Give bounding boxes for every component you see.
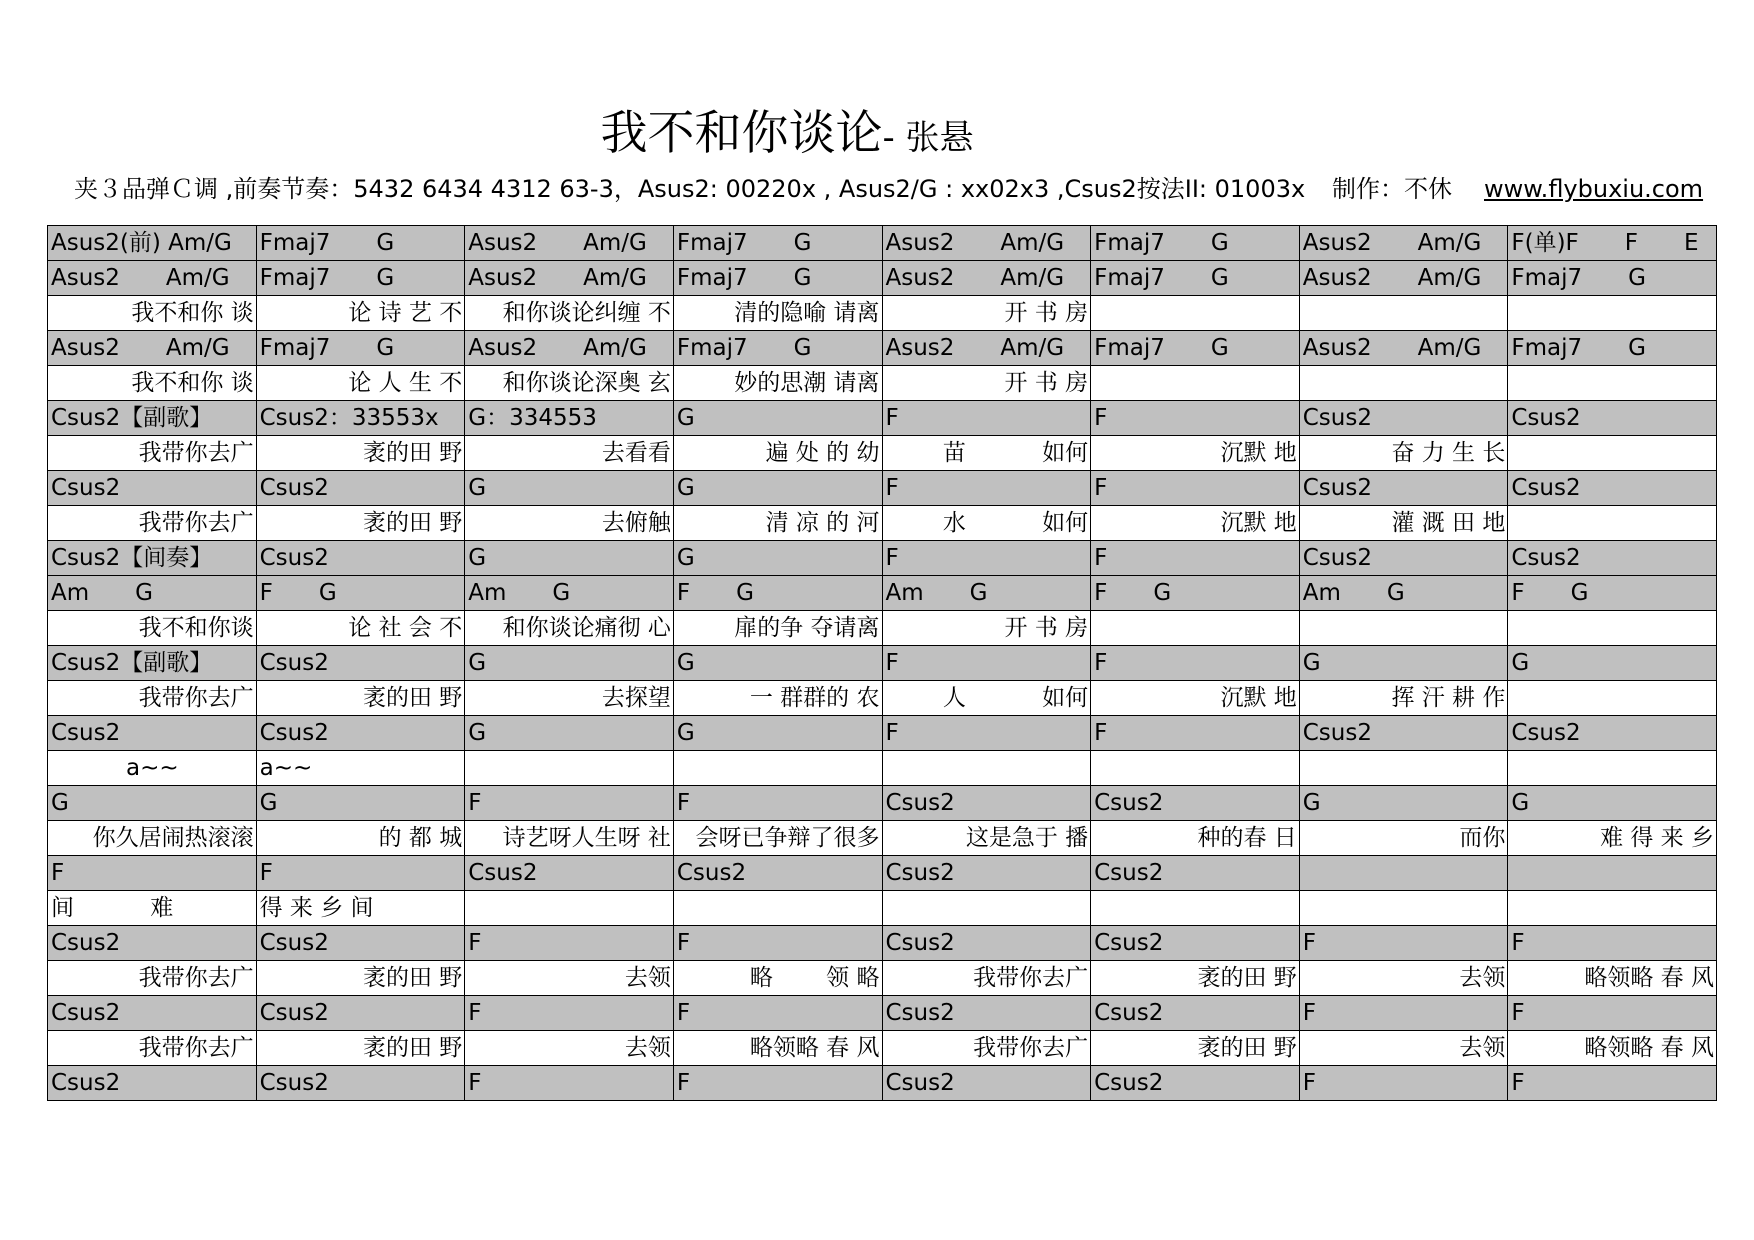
chord-row bbox=[48, 261, 1717, 296]
chord-cell: Csus2 bbox=[465, 856, 674, 891]
chord-cell: Csus2 bbox=[256, 716, 465, 751]
lyric-row bbox=[48, 366, 1717, 401]
chord-cell: Asus2 Am/G bbox=[1299, 226, 1508, 261]
lyric-row bbox=[48, 506, 1717, 541]
chord-cell: Csus2 bbox=[1091, 786, 1300, 821]
lyric-cell: 的 都 城 bbox=[256, 821, 465, 856]
artist-name: - 张悬 bbox=[882, 118, 974, 158]
chord-cell: Csus2 bbox=[882, 856, 1091, 891]
chord-cell: F bbox=[882, 471, 1091, 506]
lyric-cell: 一 群群的 农 bbox=[673, 681, 882, 716]
lyric-row bbox=[48, 961, 1717, 996]
lyric-cell bbox=[882, 751, 1091, 786]
lyric-cell: 沉默 地 bbox=[1091, 681, 1300, 716]
chord-cell: Csus2 bbox=[48, 926, 257, 961]
lyric-row bbox=[48, 611, 1717, 646]
lyric-cell: 略 领 略 bbox=[673, 961, 882, 996]
chord-cell: Am G bbox=[882, 576, 1091, 611]
chord-cell: F bbox=[1091, 541, 1300, 576]
chord-cell: Am G bbox=[465, 576, 674, 611]
chord-row bbox=[48, 926, 1717, 961]
lyric-cell bbox=[1091, 296, 1300, 331]
chord-cell: Fmaj7 G bbox=[673, 331, 882, 366]
chord-row bbox=[48, 401, 1717, 436]
lyric-cell: 沉默 地 bbox=[1091, 436, 1300, 471]
lyric-cell bbox=[1508, 751, 1717, 786]
lyric-cell: 开 书 房 bbox=[882, 296, 1091, 331]
chord-cell: G bbox=[673, 646, 882, 681]
chord-cell: F bbox=[882, 541, 1091, 576]
lyric-cell bbox=[1091, 751, 1300, 786]
chord-cell: Csus2 bbox=[1299, 541, 1508, 576]
lyric-cell bbox=[1299, 366, 1508, 401]
lyric-cell: 清的隐喻 请离 bbox=[673, 296, 882, 331]
lyric-cell: 袤的田 野 bbox=[1091, 961, 1300, 996]
lyric-row bbox=[48, 436, 1717, 471]
chord-cell: Csus2 bbox=[48, 1066, 257, 1101]
chord-cell: Fmaj7 G bbox=[256, 331, 465, 366]
chord-cell: F bbox=[673, 926, 882, 961]
chord-cell: Csus2 bbox=[1508, 471, 1717, 506]
lyric-cell: 种的春 日 bbox=[1091, 821, 1300, 856]
lyric-cell bbox=[673, 751, 882, 786]
lyric-cell: 我带你去广 bbox=[48, 961, 257, 996]
lyric-cell: 灌 溉 田 地 bbox=[1299, 506, 1508, 541]
lyric-cell: 略领略 春 风 bbox=[1508, 1031, 1717, 1066]
chord-cell: G bbox=[256, 786, 465, 821]
lyric-cell bbox=[1091, 611, 1300, 646]
chord-cell: G bbox=[48, 786, 257, 821]
lyric-cell bbox=[465, 751, 674, 786]
lyric-cell: 我不和你谈 bbox=[48, 611, 257, 646]
chord-cell: F bbox=[673, 786, 882, 821]
lyric-cell: 清 凉 的 河 bbox=[673, 506, 882, 541]
chord-cell: F bbox=[1091, 471, 1300, 506]
chord-cell: F G bbox=[1091, 576, 1300, 611]
chord-cell: Am G bbox=[1299, 576, 1508, 611]
chord-cell: Fmaj7 G bbox=[1508, 331, 1717, 366]
chord-cell: G bbox=[465, 716, 674, 751]
lyric-cell bbox=[1508, 506, 1717, 541]
chord-cell: Csus2 bbox=[48, 716, 257, 751]
chord-cell: F bbox=[1299, 926, 1508, 961]
lyric-cell bbox=[1091, 366, 1300, 401]
chord-cell: F bbox=[882, 401, 1091, 436]
chord-cell: F bbox=[1091, 401, 1300, 436]
chord-cell: Csus2 bbox=[882, 1066, 1091, 1101]
lyric-cell: 去看看 bbox=[465, 436, 674, 471]
chord-row bbox=[48, 996, 1717, 1031]
lyric-cell: 开 书 房 bbox=[882, 366, 1091, 401]
chord-cell: Csus2 bbox=[256, 996, 465, 1031]
chord-cell: F bbox=[1091, 646, 1300, 681]
lyric-cell bbox=[1508, 436, 1717, 471]
lyric-row bbox=[48, 821, 1717, 856]
chord-cell: Fmaj7 G bbox=[1091, 331, 1300, 366]
chord-cell: F bbox=[882, 646, 1091, 681]
lyric-cell: 而你 bbox=[1299, 821, 1508, 856]
chord-cell: G bbox=[673, 716, 882, 751]
lyric-cell: a~~ bbox=[48, 751, 257, 786]
lyric-cell: 我带你去广 bbox=[48, 436, 257, 471]
lyric-row bbox=[48, 681, 1717, 716]
chord-cell: Csus2【副歌】 bbox=[48, 401, 257, 436]
lyric-cell bbox=[1508, 681, 1717, 716]
lyric-cell: 袤的田 野 bbox=[1091, 1031, 1300, 1066]
lyric-cell bbox=[673, 891, 882, 926]
lyric-cell: 沉默 地 bbox=[1091, 506, 1300, 541]
chord-row bbox=[48, 471, 1717, 506]
chord-cell: Fmaj7 G bbox=[1091, 261, 1300, 296]
chord-cell: Fmaj7 G bbox=[256, 226, 465, 261]
chord-cell: Csus2 bbox=[48, 996, 257, 1031]
chord-cell: G bbox=[673, 401, 882, 436]
chord-cell: Csus2 bbox=[48, 471, 257, 506]
chord-cell: F bbox=[465, 786, 674, 821]
chord-row bbox=[48, 716, 1717, 751]
chord-cell: Csus2 bbox=[882, 926, 1091, 961]
chord-cell: Csus2 bbox=[1299, 401, 1508, 436]
lyric-cell: 袤的田 野 bbox=[256, 506, 465, 541]
lyric-cell: 你久居闹热滚滚 bbox=[48, 821, 257, 856]
chord-cell: F bbox=[48, 856, 257, 891]
lyric-cell bbox=[1508, 366, 1717, 401]
chord-cell: F bbox=[465, 996, 674, 1031]
chord-cell: Fmaj7 G bbox=[1508, 261, 1717, 296]
lyric-cell: 这是急于 播 bbox=[882, 821, 1091, 856]
chord-cell: Asus2 Am/G bbox=[882, 261, 1091, 296]
lyric-cell: 去探望 bbox=[465, 681, 674, 716]
lyric-cell: 我带你去广 bbox=[882, 1031, 1091, 1066]
chord-cell: G：334553 bbox=[465, 401, 674, 436]
lyric-cell: 我带你去广 bbox=[48, 506, 257, 541]
chord-cell: Csus2 bbox=[1091, 926, 1300, 961]
chord-cell: Csus2 bbox=[1299, 716, 1508, 751]
lyric-cell bbox=[1508, 611, 1717, 646]
tab-info-line bbox=[74, 172, 1704, 206]
chord-cell: Csus2 bbox=[882, 786, 1091, 821]
chord-cell: F bbox=[1508, 1066, 1717, 1101]
lyric-cell: 挥 汗 耕 作 bbox=[1299, 681, 1508, 716]
chord-cell: Csus2 bbox=[256, 646, 465, 681]
lyric-cell: 我不和你 谈 bbox=[48, 366, 257, 401]
lyric-cell bbox=[465, 891, 674, 926]
lyric-cell: 开 书 房 bbox=[882, 611, 1091, 646]
lyric-cell: 我不和你 谈 bbox=[48, 296, 257, 331]
chord-cell: Asus2 Am/G bbox=[465, 261, 674, 296]
chord-cell: F bbox=[882, 716, 1091, 751]
chord-cell: Csus2【间奏】 bbox=[48, 541, 257, 576]
lyric-row bbox=[48, 751, 1717, 786]
lyric-row bbox=[48, 1031, 1717, 1066]
chord-cell: Csus2 bbox=[1299, 471, 1508, 506]
lyric-cell bbox=[882, 891, 1091, 926]
lyric-cell: 袤的田 野 bbox=[256, 961, 465, 996]
chord-cell: G bbox=[673, 471, 882, 506]
lyric-cell bbox=[1091, 891, 1300, 926]
lyric-cell bbox=[1299, 751, 1508, 786]
lyric-cell: 水 如何 bbox=[882, 506, 1091, 541]
chord-cell: Csus2 bbox=[1091, 1066, 1300, 1101]
lyric-cell: 略领略 春 风 bbox=[673, 1031, 882, 1066]
chord-cell: Asus2 Am/G bbox=[48, 261, 257, 296]
chord-cell: Fmaj7 G bbox=[256, 261, 465, 296]
lyric-cell bbox=[1508, 891, 1717, 926]
lyric-cell: 扉的争 夺请离 bbox=[673, 611, 882, 646]
chord-row bbox=[48, 786, 1717, 821]
lyric-cell: 去领 bbox=[465, 1031, 674, 1066]
chord-cell: Asus2 Am/G bbox=[465, 226, 674, 261]
chord-cell: Csus2 bbox=[256, 471, 465, 506]
lyric-cell: 和你谈论深奥 玄 bbox=[465, 366, 674, 401]
chord-cell: Csus2 bbox=[1091, 856, 1300, 891]
chord-cell: F bbox=[673, 1066, 882, 1101]
lyric-cell: 论 诗 艺 不 bbox=[256, 296, 465, 331]
chord-cell bbox=[1299, 856, 1508, 891]
chord-cell: Csus2 bbox=[1091, 996, 1300, 1031]
lyric-cell: 奋 力 生 长 bbox=[1299, 436, 1508, 471]
chord-cell: Fmaj7 G bbox=[673, 261, 882, 296]
chord-cell: F G bbox=[256, 576, 465, 611]
lyric-cell: 袤的田 野 bbox=[256, 1031, 465, 1066]
lyric-row bbox=[48, 891, 1717, 926]
lyric-cell: 我带你去广 bbox=[48, 1031, 257, 1066]
lyric-cell: 论 人 生 不 bbox=[256, 366, 465, 401]
chord-cell: F G bbox=[1508, 576, 1717, 611]
chord-cell: G bbox=[1508, 786, 1717, 821]
chord-row bbox=[48, 541, 1717, 576]
lyric-cell: a~~ bbox=[256, 751, 465, 786]
lyric-cell: 和你谈论痛彻 心 bbox=[465, 611, 674, 646]
chord-cell bbox=[1508, 856, 1717, 891]
lyric-cell: 妙的思潮 请离 bbox=[673, 366, 882, 401]
lyric-cell bbox=[1299, 611, 1508, 646]
chord-cell: F bbox=[256, 856, 465, 891]
chord-cell: Csus2：33553x bbox=[256, 401, 465, 436]
lyric-cell: 袤的田 野 bbox=[256, 681, 465, 716]
chord-cell: Fmaj7 G bbox=[673, 226, 882, 261]
chord-row bbox=[48, 646, 1717, 681]
chord-cell: Csus2 bbox=[256, 541, 465, 576]
lyric-cell: 间 难 bbox=[48, 891, 257, 926]
lyric-cell: 袤的田 野 bbox=[256, 436, 465, 471]
lyric-cell: 去领 bbox=[1299, 961, 1508, 996]
lyric-cell bbox=[1299, 891, 1508, 926]
chord-lyric-sheet bbox=[47, 225, 1717, 1101]
lyric-cell: 人 如何 bbox=[882, 681, 1091, 716]
lyric-cell: 得 来 乡 间 bbox=[256, 891, 465, 926]
chord-row bbox=[48, 1066, 1717, 1101]
lyric-cell: 和你谈论纠缠 不 bbox=[465, 296, 674, 331]
lyric-cell: 论 社 会 不 bbox=[256, 611, 465, 646]
chord-cell: G bbox=[465, 471, 674, 506]
capo-intro-info: 夹３品弹Ｃ调 ,前奏节奏：5432 6434 4312 63-3，Asus2: 00220x , Asus2/G : xx02x3 ,Csus2按法II: 01003x bbox=[74, 175, 1306, 203]
lyric-cell: 去俯触 bbox=[465, 506, 674, 541]
lyric-row bbox=[48, 296, 1717, 331]
chord-cell: F(单)F F E bbox=[1508, 226, 1717, 261]
chord-cell: F bbox=[1299, 996, 1508, 1031]
lyric-cell: 难 得 来 乡 bbox=[1508, 821, 1717, 856]
lyric-cell: 诗艺呀人生呀 社 bbox=[465, 821, 674, 856]
chord-row bbox=[48, 576, 1717, 611]
chord-cell: G bbox=[465, 646, 674, 681]
chord-cell: G bbox=[1299, 786, 1508, 821]
chord-cell: Am G bbox=[48, 576, 257, 611]
chord-cell: Csus2 bbox=[256, 926, 465, 961]
chord-cell: F bbox=[1091, 716, 1300, 751]
chord-cell: Asus2 Am/G bbox=[882, 331, 1091, 366]
chord-cell: F bbox=[465, 1066, 674, 1101]
lyric-cell: 去领 bbox=[1299, 1031, 1508, 1066]
chord-cell: Csus2 bbox=[1508, 716, 1717, 751]
chord-cell: Csus2 bbox=[1508, 541, 1717, 576]
chord-cell: F bbox=[1508, 926, 1717, 961]
chord-cell: Asus2(前) Am/G bbox=[48, 226, 257, 261]
chord-cell: F bbox=[1508, 996, 1717, 1031]
website-link[interactable]: www.flybuxiu.com bbox=[1484, 175, 1704, 203]
chord-cell: F bbox=[1299, 1066, 1508, 1101]
chord-cell: F bbox=[465, 926, 674, 961]
lyric-cell: 会呀已争辩了很多 bbox=[673, 821, 882, 856]
lyric-cell: 我带你去广 bbox=[48, 681, 257, 716]
chord-row bbox=[48, 856, 1717, 891]
chord-cell: G bbox=[673, 541, 882, 576]
chord-cell: Csus2 bbox=[1508, 401, 1717, 436]
chord-cell: Asus2 Am/G bbox=[1299, 261, 1508, 296]
chord-cell: Csus2 bbox=[882, 996, 1091, 1031]
chord-cell: Asus2 Am/G bbox=[1299, 331, 1508, 366]
chord-cell: Asus2 Am/G bbox=[465, 331, 674, 366]
chord-cell: Asus2 Am/G bbox=[48, 331, 257, 366]
song-title-line bbox=[0, 104, 1754, 168]
lyric-cell: 去领 bbox=[465, 961, 674, 996]
lyric-cell bbox=[1299, 296, 1508, 331]
chord-cell: Csus2【副歌】 bbox=[48, 646, 257, 681]
chord-cell: Csus2 bbox=[256, 1066, 465, 1101]
chord-cell: F G bbox=[673, 576, 882, 611]
chord-cell: Fmaj7 G bbox=[1091, 226, 1300, 261]
chord-cell: G bbox=[465, 541, 674, 576]
chord-cell: G bbox=[1508, 646, 1717, 681]
lyric-cell: 略领略 春 风 bbox=[1508, 961, 1717, 996]
chord-cell: Asus2 Am/G bbox=[882, 226, 1091, 261]
chord-cell: Csus2 bbox=[673, 856, 882, 891]
chord-cell: F bbox=[673, 996, 882, 1031]
song-title: 我不和你谈论 bbox=[600, 106, 883, 161]
lyric-cell: 苗 如何 bbox=[882, 436, 1091, 471]
chord-cell: G bbox=[1299, 646, 1508, 681]
lyric-cell: 遍 处 的 幼 bbox=[673, 436, 882, 471]
chord-row bbox=[48, 331, 1717, 366]
maker-credit: 制作：不休 bbox=[1332, 175, 1452, 203]
chord-row bbox=[48, 226, 1717, 261]
lyric-cell bbox=[1508, 296, 1717, 331]
lyric-cell: 我带你去广 bbox=[882, 961, 1091, 996]
